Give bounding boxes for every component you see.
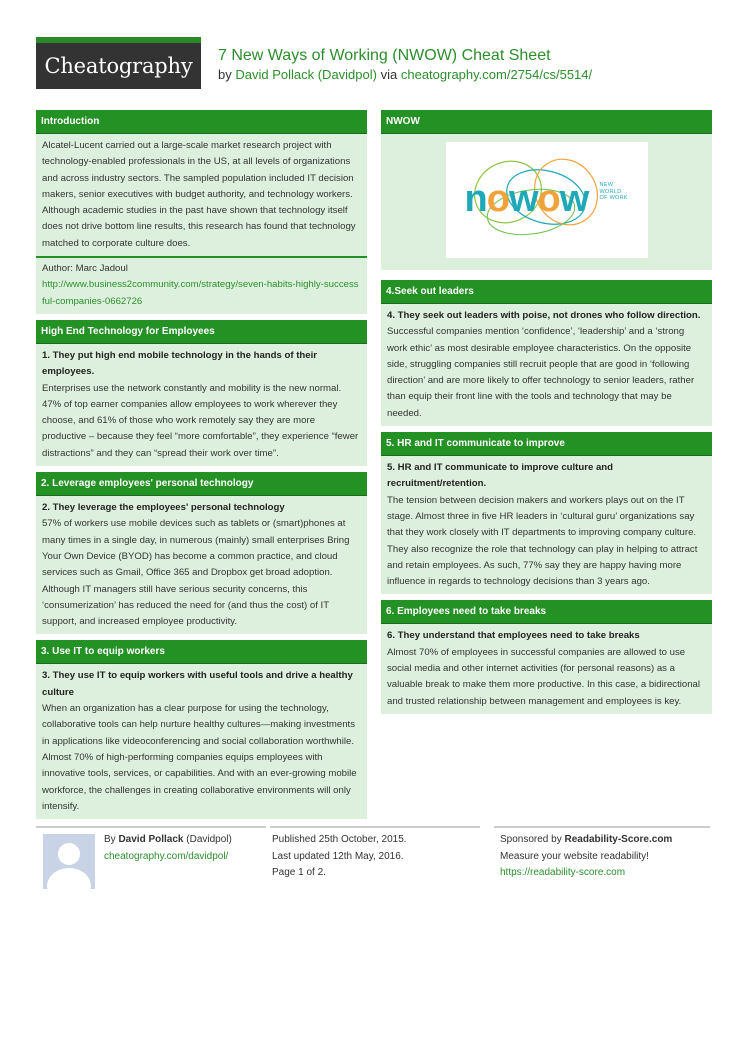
section-heading: Introduction (36, 110, 367, 134)
section-breaks (381, 600, 712, 713)
byline (218, 67, 592, 82)
sponsor-tagline: Measure your website readability! (500, 850, 649, 862)
section-heading: 2. Leverage employees' personal technology (36, 472, 367, 496)
section-body (36, 258, 367, 314)
footer-sponsor (500, 832, 672, 882)
footer-author-url[interactable]: cheatography.com/davidpol/ (104, 850, 229, 862)
section-subheading: 5. HR and IT communicate to improve culture and recruitment/retention. (387, 462, 614, 490)
footer-divider (494, 826, 710, 828)
published-date: Published 25th October, 2015. (272, 834, 407, 845)
footer-author-handle: (Davidpol) (186, 834, 232, 845)
nwow-tagline (600, 182, 628, 202)
section-subheading: 1. They put high end mobile technology in the hands of their employees. (42, 349, 318, 378)
section-heading: 4.Seek out leaders (381, 280, 712, 304)
footer-by: By (104, 834, 116, 845)
section-leverage-technology (36, 472, 367, 634)
cheatography-logo[interactable]: Cheatography (36, 37, 201, 89)
section-body (36, 496, 367, 634)
byline-via: via (380, 67, 398, 82)
footer-author-name: David Pollack (118, 834, 184, 845)
section-body (381, 456, 712, 594)
section-text: Successful companies mention ‘confidence’, ‘leadership’ and a ‘strong work ethic’ as most desirable employee characteristics. On the opposite side, struggling companies still recruit people that are good in ‘following direction’ and are more likely to offer technology to senior leaders, rather than equip their front line with the tools and technology that may be needed. (387, 326, 695, 419)
section-introduction (36, 110, 367, 314)
section-heading: 5. HR and IT communicate to improve (381, 432, 712, 456)
right-column (381, 110, 712, 720)
section-body (381, 624, 712, 713)
nwow-letter-w2: w (559, 178, 589, 220)
nwow-letter-o: o (486, 178, 509, 220)
sponsor-url[interactable]: https://readability-score.com (500, 867, 626, 878)
section-heading: 3. Use IT to equip workers (36, 640, 367, 664)
section-text: Almost 70% of employees in successful companies are allowed to use social media and other internet activities (for personal reasons) as a valuable break to make them more productive. In this case, a bidirectional and trusted relationship between management and employees is key. (387, 646, 701, 707)
author-credit: Author: Marc Jadoul (42, 263, 128, 275)
updated-date: Last updated 12th May, 2016. (272, 850, 404, 862)
page-header (36, 37, 712, 91)
nwow-image (381, 134, 712, 270)
tagline-line: NEW (599, 182, 614, 188)
footer-divider (270, 826, 480, 828)
footer-dates (272, 832, 407, 882)
section-heading: 6. Employees need to take breaks (381, 600, 712, 624)
footer-author-line (104, 832, 232, 849)
section-subheading: 4. They seek out leaders with poise, not drones who follow direction. (387, 310, 701, 321)
nwow-letter-o2: o (537, 178, 560, 220)
section-text: 57% of workers use mobile devices such as tablets or (smart)phones at many times in a single day, in numerous (mainly) small enterprises Bring Your Own Device (BYOD) has become a common practice, and cloud services such as Gmail, Office 365 and Dropbox get broad adoption. Although IT managers still have serious security concerns, this ‘consumerization’ has reduced the need for (and thus the cost) of IT support, and increased employee productivity. (42, 518, 350, 628)
nwow-logo (446, 142, 648, 258)
section-text: Alcatel-Lucent carried out a large-scale market research project with technology-enabled professionals in the US, at all levels of organizations and across industry sectors. The sampled population included IT decision makers, senior executives with budget authority, and technology workers. Although academic studies in the past have shown that technology itself does not drive bottom line results, this research has found that technology matched to corporate culture does. (42, 140, 356, 249)
tagline-line: OF WORK (599, 195, 628, 201)
tagline-line: WORLD (599, 188, 622, 195)
sponsor-name: Readability-Score.com (564, 834, 673, 845)
source-link[interactable]: http://www.business2community.com/strategy/seven-habits-highly-successful-companies-0662726 (42, 279, 359, 307)
section-high-end-technology (36, 320, 367, 466)
section-heading: High End Technology for Employees (36, 320, 367, 344)
page-title[interactable]: 7 New Ways of Working (NWOW) Cheat Sheet (218, 47, 551, 64)
section-seek-leaders (381, 280, 712, 426)
user-silhouette-icon (43, 834, 95, 889)
nwow-letter-w: w (508, 178, 538, 220)
author-link[interactable]: David Pollack (Davidpol) (235, 67, 377, 82)
section-text: Enterprises use the network constantly and mobility is the new normal. 47% of top earner companies allow employees to work wherever they choose, and 61% of those who work remotely say they are more productive – because they feel “more comfortable”, they experience “fewer distractions” and they can “spread their work over time”. (42, 382, 359, 459)
section-body (36, 344, 367, 466)
byline-by: by (218, 67, 232, 82)
sheet-url-link[interactable]: cheatography.com/2754/cs/5514/ (400, 67, 593, 82)
section-text: The tension between decision makers and workers plays out on the IT stage. Almost three in five HR leaders in ‘cultural guru’ organizations say that they work closely with IT departments to improving company culture. They also recognize the role that technology can play in helping to attract and retain employees. As such, 77% say they are happy having more influence in regards to technology decisions than 3 years ago. (387, 494, 698, 588)
section-body (36, 134, 367, 256)
section-text: When an organization has a clear purpose for using the technology, collaborative tools can help nurture healthy cultures—making investments in applications like videoconferencing and social collaboration worthwhile. Almost 70% of high-performing companies equips employees with innovative tools, services, or capabilities. And with an ever-growing mobile workforce, the challenges in creating collaborative environments will only intensify. (42, 703, 357, 812)
page-number: Page 1 of 2. (272, 867, 326, 878)
section-body (36, 664, 367, 819)
sponsor-line (500, 832, 672, 849)
footer-author (104, 832, 232, 865)
section-subheading: 3. They use IT to equip workers with useful tools and drive a healthy culture (42, 670, 353, 698)
footer-divider (36, 826, 266, 828)
avatar (43, 834, 95, 889)
section-subheading: 6. They understand that employees need to take breaks (387, 630, 640, 642)
section-use-it (36, 640, 367, 819)
section-heading: NWOW (381, 110, 712, 134)
section-body (381, 304, 712, 426)
nwow-wordmark (465, 178, 589, 221)
section-nwow (381, 110, 712, 270)
section-subheading: 2. They leverage the employees' personal technology (42, 502, 285, 514)
left-column (36, 110, 367, 825)
section-hr-it (381, 432, 712, 594)
nwow-letter-n: n (464, 178, 487, 220)
sponsor-prefix: Sponsored by (500, 834, 562, 845)
